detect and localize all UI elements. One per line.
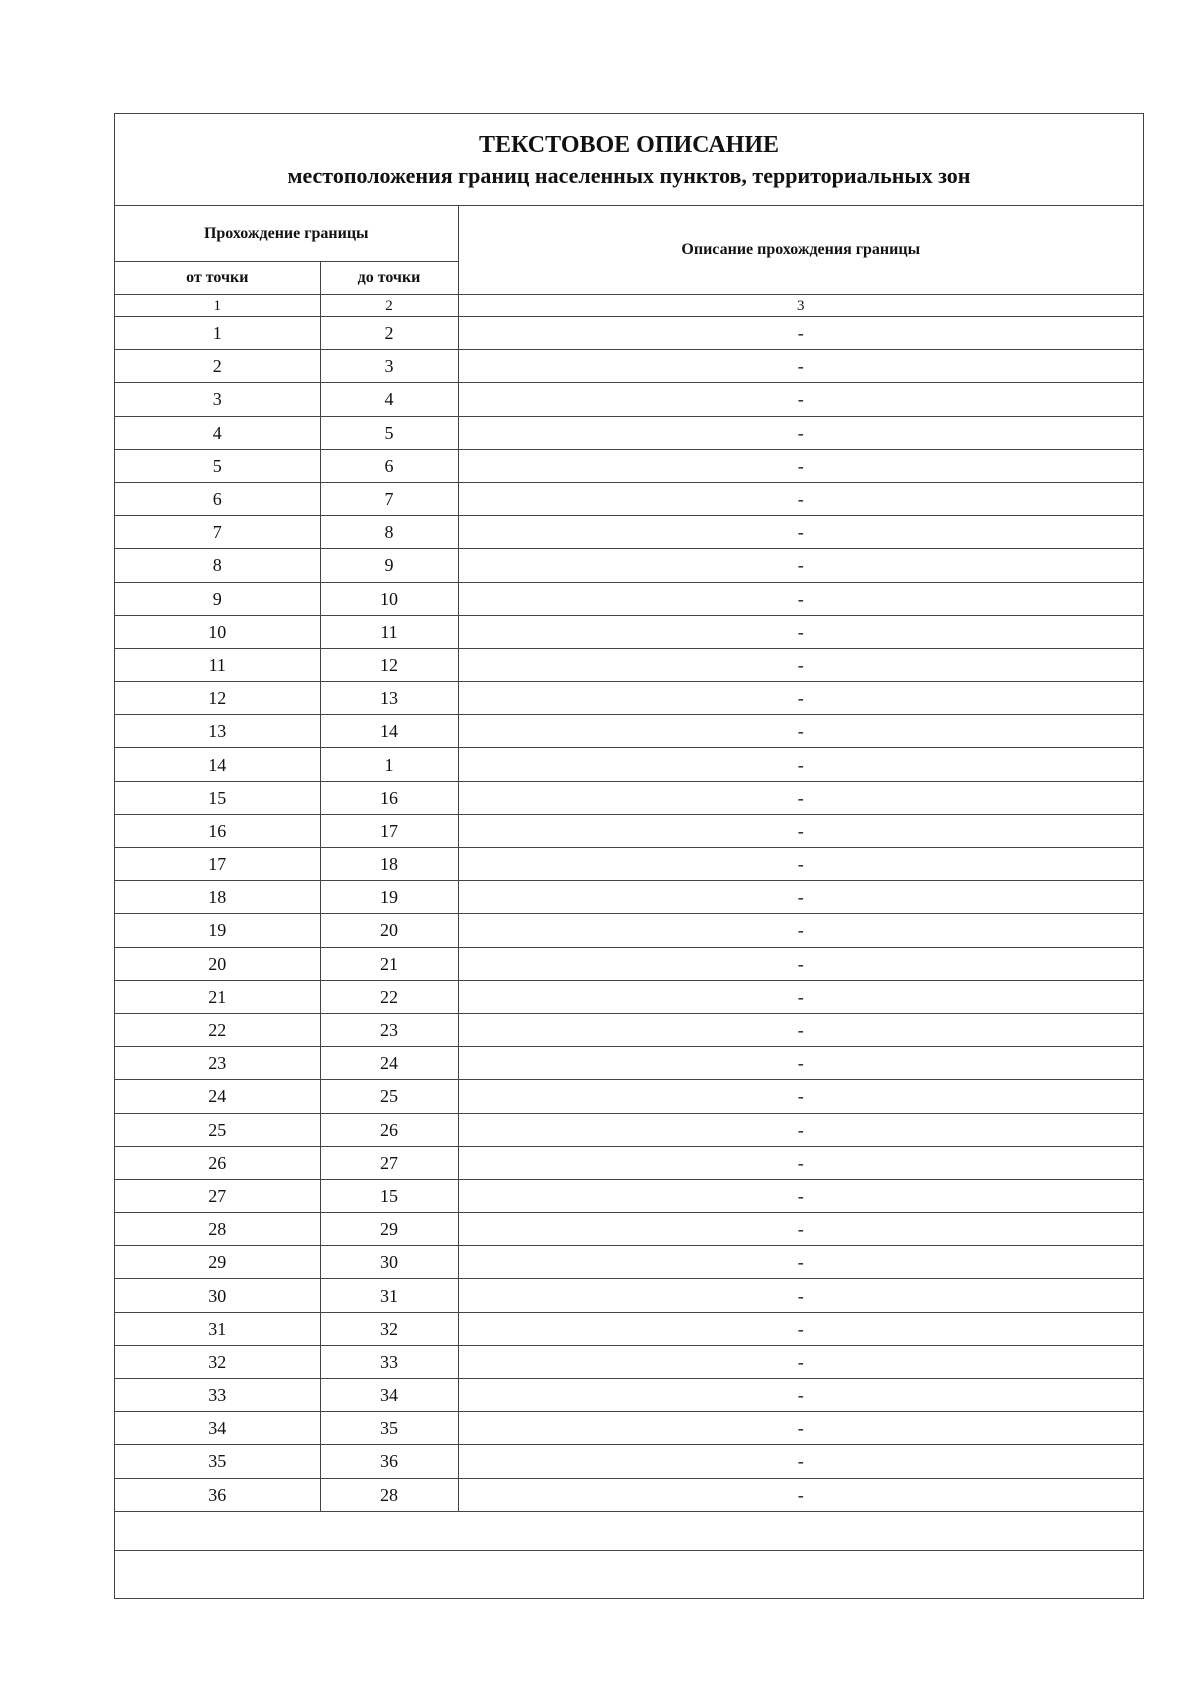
from-point-cell: 24: [115, 1080, 320, 1113]
description-cell: -: [458, 814, 1143, 847]
to-point-cell: 17: [320, 814, 458, 847]
to-point-cell: 1: [320, 748, 458, 781]
from-point-cell: 15: [115, 781, 320, 814]
from-point-cell: 26: [115, 1146, 320, 1179]
description-cell: -: [458, 1478, 1143, 1511]
table-row: [115, 1279, 1143, 1312]
header-to-point: до точки: [320, 262, 458, 295]
table-row: [115, 1345, 1143, 1378]
from-point-cell: 20: [115, 947, 320, 980]
to-point-cell: 27: [320, 1146, 458, 1179]
table-row: [115, 1379, 1143, 1412]
table-row: [115, 1478, 1143, 1511]
table-row: [115, 1246, 1143, 1279]
from-point-cell: 6: [115, 482, 320, 515]
to-point-cell: 35: [320, 1412, 458, 1445]
description-cell: -: [458, 1047, 1143, 1080]
table-row: [115, 881, 1143, 914]
to-point-cell: 14: [320, 715, 458, 748]
description-cell: -: [458, 1345, 1143, 1378]
description-cell: -: [458, 615, 1143, 648]
table-row: [115, 383, 1143, 416]
to-point-cell: 19: [320, 881, 458, 914]
from-point-cell: 14: [115, 748, 320, 781]
table-row: [115, 848, 1143, 881]
header-description: Описание прохождения границы: [458, 206, 1143, 295]
description-cell: -: [458, 582, 1143, 615]
from-point-cell: 2: [115, 350, 320, 383]
table-row: [115, 1047, 1143, 1080]
description-cell: -: [458, 1412, 1143, 1445]
from-point-cell: 33: [115, 1379, 320, 1412]
from-point-cell: 8: [115, 549, 320, 582]
column-number: 3: [458, 295, 1143, 317]
from-point-cell: 34: [115, 1412, 320, 1445]
to-point-cell: 4: [320, 383, 458, 416]
to-point-cell: 3: [320, 350, 458, 383]
description-cell: -: [458, 1379, 1143, 1412]
description-cell: -: [458, 748, 1143, 781]
document-subtitle: местоположения границ населенных пунктов, территориальных зон: [287, 163, 971, 188]
description-cell: -: [458, 350, 1143, 383]
from-point-cell: 11: [115, 648, 320, 681]
description-cell: -: [458, 947, 1143, 980]
description-cell: -: [458, 980, 1143, 1013]
to-point-cell: 32: [320, 1312, 458, 1345]
to-point-cell: 31: [320, 1279, 458, 1312]
table-row: [115, 1312, 1143, 1345]
from-point-cell: 31: [115, 1312, 320, 1345]
from-point-cell: 12: [115, 682, 320, 715]
description-cell: -: [458, 682, 1143, 715]
table-row: [115, 1445, 1143, 1478]
from-point-cell: 19: [115, 914, 320, 947]
from-point-cell: 25: [115, 1113, 320, 1146]
table-row: [115, 1080, 1143, 1113]
description-cell: -: [458, 317, 1143, 350]
from-point-cell: 16: [115, 814, 320, 847]
description-cell: -: [458, 1179, 1143, 1212]
table-row: [115, 980, 1143, 1013]
to-point-cell: 16: [320, 781, 458, 814]
column-number: 1: [115, 295, 320, 317]
table-row: [115, 350, 1143, 383]
table-row: [115, 648, 1143, 681]
table-body: [115, 317, 1143, 1512]
table-row: [115, 814, 1143, 847]
description-cell: -: [458, 1445, 1143, 1478]
description-cell: -: [458, 1246, 1143, 1279]
to-point-cell: 21: [320, 947, 458, 980]
from-point-cell: 23: [115, 1047, 320, 1080]
description-cell: -: [458, 416, 1143, 449]
from-point-cell: 28: [115, 1213, 320, 1246]
from-point-cell: 1: [115, 317, 320, 350]
table-row: [115, 516, 1143, 549]
document-frame: [114, 113, 1144, 1599]
to-point-cell: 26: [320, 1113, 458, 1146]
from-point-cell: 35: [115, 1445, 320, 1478]
description-cell: -: [458, 383, 1143, 416]
from-point-cell: 18: [115, 881, 320, 914]
table-row: [115, 1412, 1143, 1445]
table-row: [115, 1146, 1143, 1179]
from-point-cell: 32: [115, 1345, 320, 1378]
table-row: [115, 914, 1143, 947]
to-point-cell: 10: [320, 582, 458, 615]
description-cell: -: [458, 549, 1143, 582]
description-cell: -: [458, 715, 1143, 748]
from-point-cell: 17: [115, 848, 320, 881]
to-point-cell: 20: [320, 914, 458, 947]
to-point-cell: 6: [320, 449, 458, 482]
to-point-cell: 8: [320, 516, 458, 549]
table-row: [115, 615, 1143, 648]
to-point-cell: 13: [320, 682, 458, 715]
table-row: [115, 582, 1143, 615]
description-cell: -: [458, 1146, 1143, 1179]
description-cell: -: [458, 1113, 1143, 1146]
table-row: [115, 947, 1143, 980]
description-cell: -: [458, 648, 1143, 681]
header-boundary-passage: Прохождение границы: [115, 206, 458, 262]
table-row: [115, 1013, 1143, 1046]
column-number-row: [115, 295, 1143, 317]
table-row: [115, 682, 1143, 715]
to-point-cell: 36: [320, 1445, 458, 1478]
to-point-cell: 5: [320, 416, 458, 449]
empty-footer-row: [115, 1511, 1143, 1550]
table-row: [115, 748, 1143, 781]
from-point-cell: 5: [115, 449, 320, 482]
to-point-cell: 30: [320, 1246, 458, 1279]
description-cell: -: [458, 482, 1143, 515]
to-point-cell: 11: [320, 615, 458, 648]
column-number: 2: [320, 295, 458, 317]
to-point-cell: 23: [320, 1013, 458, 1046]
from-point-cell: 10: [115, 615, 320, 648]
title-block: [115, 114, 1143, 206]
description-cell: -: [458, 1312, 1143, 1345]
description-cell: -: [458, 848, 1143, 881]
to-point-cell: 33: [320, 1345, 458, 1378]
to-point-cell: 18: [320, 848, 458, 881]
description-cell: -: [458, 1013, 1143, 1046]
description-cell: -: [458, 516, 1143, 549]
to-point-cell: 34: [320, 1379, 458, 1412]
description-cell: -: [458, 881, 1143, 914]
from-point-cell: 21: [115, 980, 320, 1013]
table-row: [115, 1179, 1143, 1212]
document-title: ТЕКСТОВОЕ ОПИСАНИЕ: [478, 132, 779, 158]
from-point-cell: 3: [115, 383, 320, 416]
from-point-cell: 4: [115, 416, 320, 449]
description-cell: -: [458, 781, 1143, 814]
from-point-cell: 9: [115, 582, 320, 615]
table-row: [115, 449, 1143, 482]
from-point-cell: 13: [115, 715, 320, 748]
from-point-cell: 22: [115, 1013, 320, 1046]
table-row: [115, 482, 1143, 515]
to-point-cell: 7: [320, 482, 458, 515]
boundary-table: [115, 206, 1143, 1551]
description-cell: -: [458, 449, 1143, 482]
from-point-cell: 36: [115, 1478, 320, 1511]
to-point-cell: 25: [320, 1080, 458, 1113]
table-row: [115, 416, 1143, 449]
table-row: [115, 1213, 1143, 1246]
to-point-cell: 2: [320, 317, 458, 350]
to-point-cell: 22: [320, 980, 458, 1013]
from-point-cell: 27: [115, 1179, 320, 1212]
to-point-cell: 9: [320, 549, 458, 582]
table-row: [115, 317, 1143, 350]
description-cell: -: [458, 1080, 1143, 1113]
description-cell: -: [458, 1213, 1143, 1246]
from-point-cell: 29: [115, 1246, 320, 1279]
description-cell: -: [458, 1279, 1143, 1312]
to-point-cell: 28: [320, 1478, 458, 1511]
from-point-cell: 30: [115, 1279, 320, 1312]
from-point-cell: 7: [115, 516, 320, 549]
to-point-cell: 15: [320, 1179, 458, 1212]
table-row: [115, 781, 1143, 814]
table-row: [115, 1113, 1143, 1146]
to-point-cell: 12: [320, 648, 458, 681]
table-row: [115, 715, 1143, 748]
header-from-point: от точки: [115, 262, 320, 295]
table-row: [115, 549, 1143, 582]
to-point-cell: 24: [320, 1047, 458, 1080]
description-cell: -: [458, 914, 1143, 947]
to-point-cell: 29: [320, 1213, 458, 1246]
